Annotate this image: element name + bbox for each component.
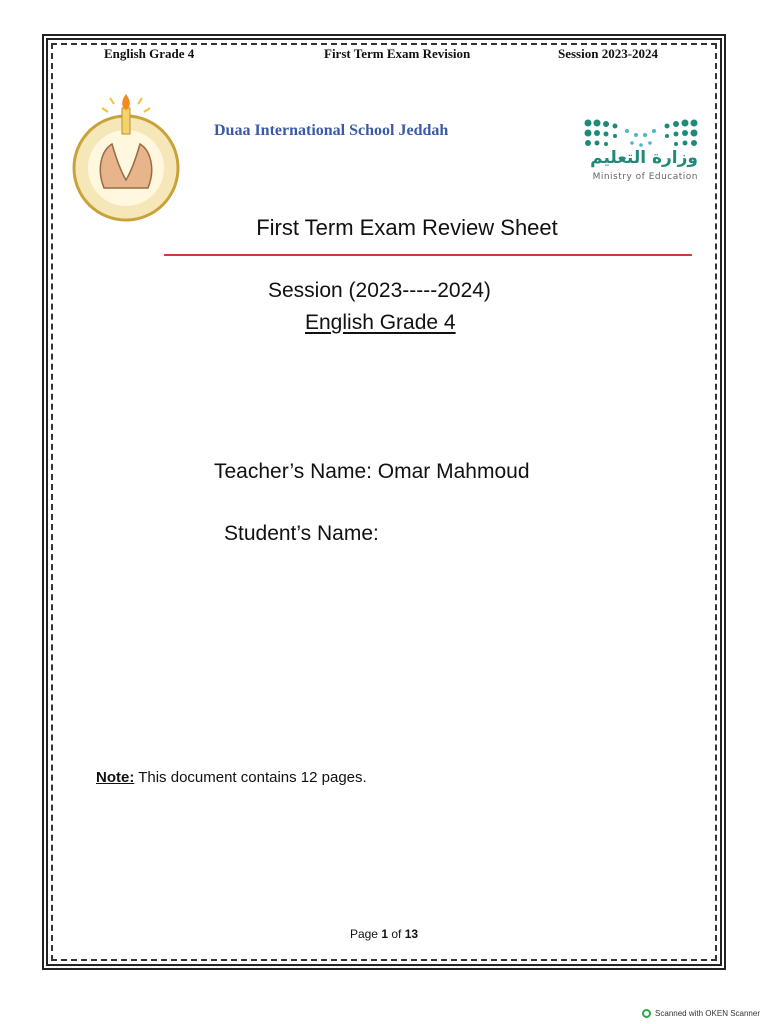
running-header [60,46,700,64]
page-number [0,927,768,941]
ministry-name-english: Ministry of Education [592,172,698,182]
teacher-name: Teacher’s Name: Omar Mahmoud [214,460,530,483]
scanner-text: Scanned with OKEN Scanner [655,1009,760,1018]
header-session: Session 2023-2024 [558,46,659,61]
note-label: Note: [96,769,135,786]
title-divider [164,254,692,256]
page-of: of [388,927,405,941]
header-subject: English Grade 4 [104,46,195,61]
header-title: First Term Exam Revision [324,46,471,61]
scanner-watermark [642,1009,760,1018]
session-label: Session (2023-----2024) [268,279,491,302]
ministry-name-arabic: وزارة التعليم [590,148,698,168]
scanner-logo-icon [642,1009,651,1018]
school-logo-icon [70,88,182,224]
page-total: 13 [404,927,419,941]
page-prefix: Page [349,927,382,941]
grade-label: English Grade 4 [305,311,456,334]
student-name-field: Student’s Name: [224,522,379,545]
page-current: 1 [381,927,388,941]
school-name: Duaa International School Jeddah [214,122,449,139]
note-text: This document contains 12 pages. [134,769,367,786]
note [96,769,367,786]
page-title: First Term Exam Review Sheet [256,215,558,240]
